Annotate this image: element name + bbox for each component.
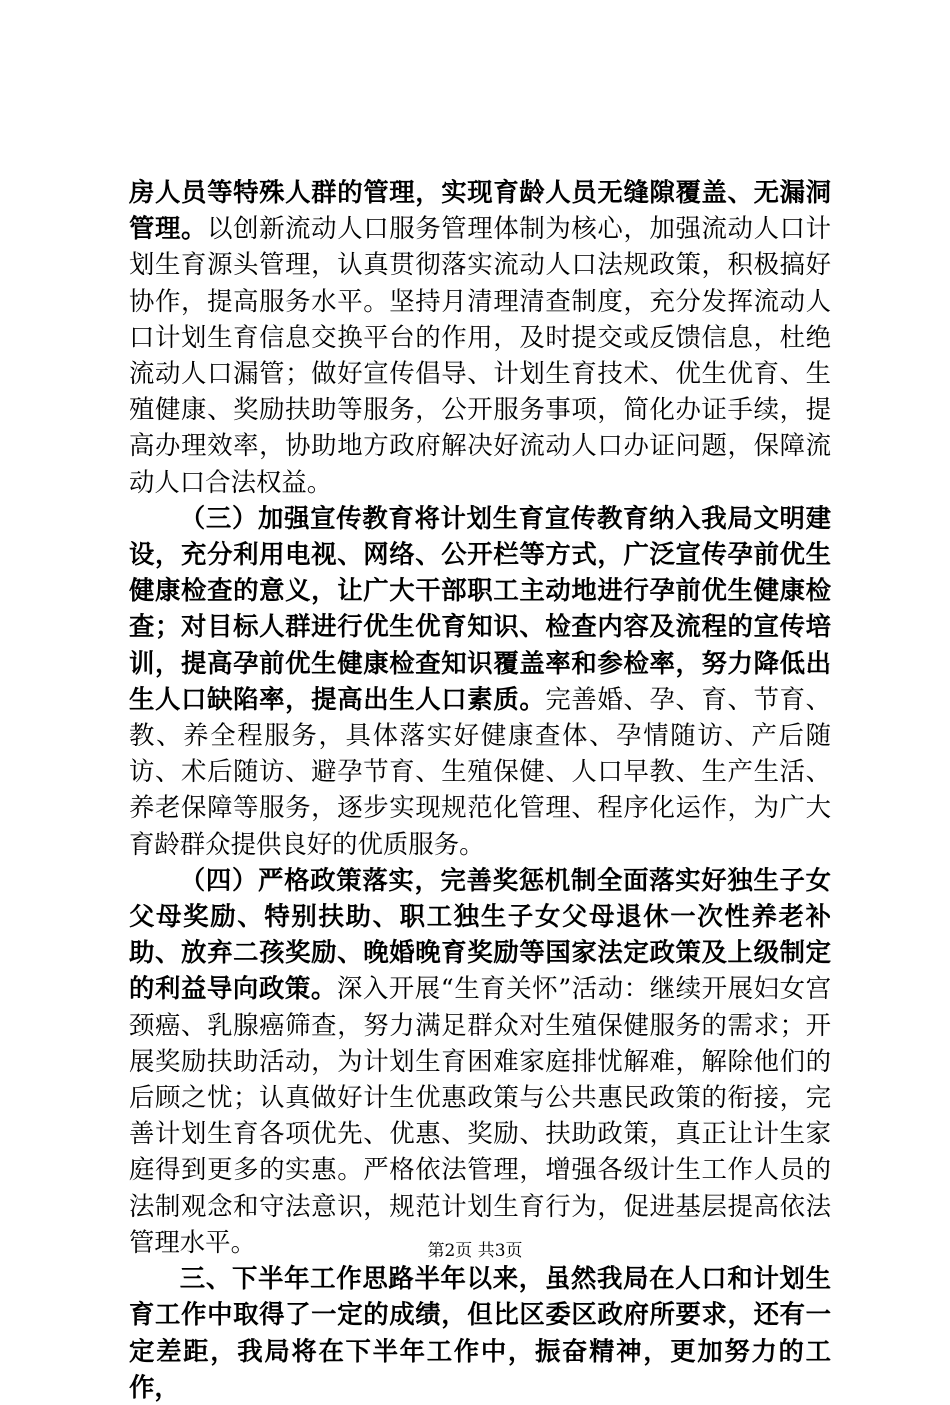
paragraph-3-text: 深入开展“生育关怀”活动：继续开展妇女宫颈癌、乳腺癌筛查，努力满足群众对生殖保健服务的需求；开展奖励扶助活动，为计划生育困难家庭排忧解难，解除他们的后顾之忧；认真做好计生优惠政策与公共惠民政策的衔接，完善计划生育各项优先、优惠、奖励、扶助政策，真正让计生家庭得到更多的实惠。严格依法管理，增强各级计生工作人员的法制观念和守法意识，规范计划生育行为，促进基层提高依法管理水平。 xyxy=(129,973,832,1257)
paragraph-2 xyxy=(129,500,831,862)
paragraph-3 xyxy=(129,862,831,1260)
paragraph-3-bold: （四）严格政策落实，完善奖惩机制全面落实好独生子女父母奖励、特别扶助、职工独生子女父母退休一次性养老补助、放弃二孩奖励、晚婚晚育奖励等国家法定政策及上级制定的利益导向政策。 xyxy=(129,864,831,1004)
paragraph-2-bold: （三）加强宣传教育将计划生育宣传教育纳入我局文明建设，充分利用电视、网络、公开栏等方式，广泛宣传孕前优生健康检查的意义，让广大干部职工主动地进行孕前优生健康检查；对目标人群进行优生优育知识、检查内容及流程的宣传培训，提高孕前优生健康检查知识覆盖率和参检率，努力降低出生人口缺陷率，提高出生人口素质。 xyxy=(129,502,831,714)
paragraph-1-text: 以创新流动人口服务管理体制为核心，加强流动人口计划生育源头管理，认真贯彻落实流动人口法规政策，积极搞好协作，提高服务水平。坚持月清理清查制度，充分发挥流动人口计划生育信息交换平台的作用，及时提交或反馈信息，杜绝流动人口漏管；做好宣传倡导、计划生育技术、优生优育、生殖健康、奖励扶助等服务，公开服务事项，简化办证手续，提高办理效率，协助地方政府解决好流动人口办证问题，保障流动人口合法权益。 xyxy=(129,213,832,497)
paragraph-1 xyxy=(129,174,831,500)
paragraph-4-bold: 三、下半年工作思路半年以来，虽然我局在人口和计划生育工作中取得了一定的成绩，但比区委区政府所要求，还有一定差距，我局将在下半年工作中，振奋精神，更加努力的工作， xyxy=(129,1263,831,1402)
document-body xyxy=(129,174,831,1405)
paragraph-2-text: 完善婚、孕、育、节育、教、养全程服务，具体落实好健康查体、孕情随访、产后随访、术后随访、避孕节育、生殖保健、人口早教、生产生活、养老保障等服务，逐步实现规范化管理、程序化运作，为广大育龄群众提供良好的优质服务。 xyxy=(129,683,831,859)
paragraph-4 xyxy=(129,1260,831,1405)
paragraph-1-bold: 房人员等特殊人群的管理，实现育龄人员无缝隙覆盖、无漏洞管理。 xyxy=(129,177,831,244)
page-footer: 第2页 共3页 xyxy=(427,1241,523,1261)
